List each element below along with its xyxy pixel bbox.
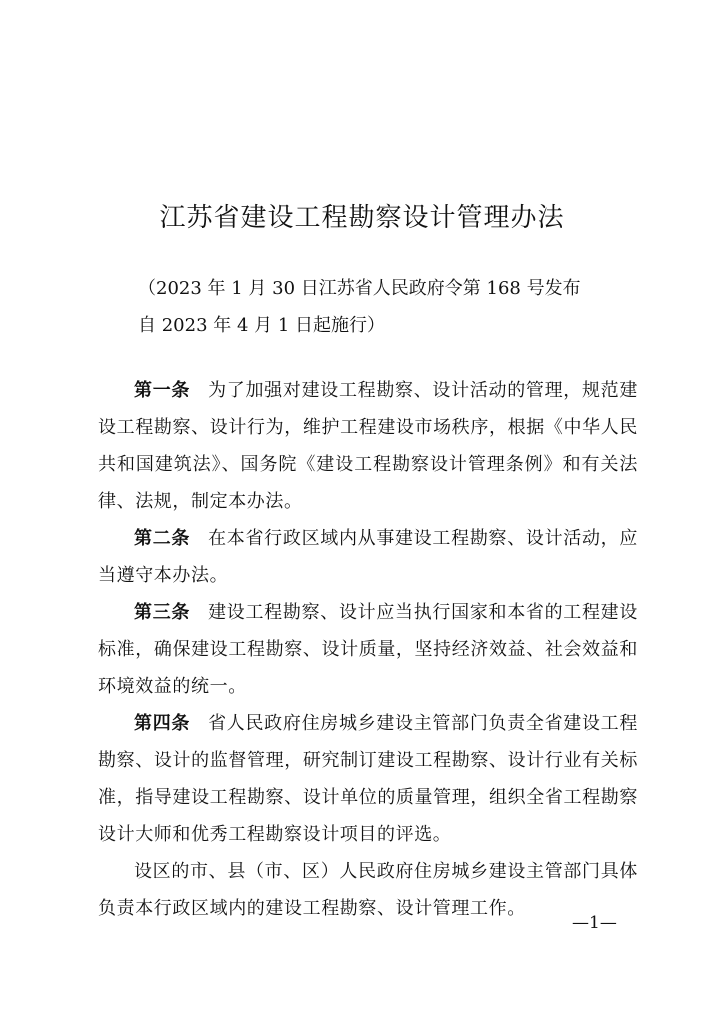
article-label: 第四条 [134,713,191,734]
document-title: 江苏省建设工程勘察设计管理办法 [159,203,565,233]
page-number: —1— [572,913,617,933]
article-3 [98,594,638,705]
article-text: 省人民政府住房城乡建设主管部门负责全省建设工程勘察、设计的监督管理，研究制订建设工程勘察、设计行业有关标准，指导建设工程勘察、设计单位的质量管理，组织全省工程勘察设计大师和优秀工程勘察设计项目的评选。 [98,713,638,845]
promulgation-note [138,270,618,344]
article-4 [98,705,638,853]
promulgation-line: 自 2023 年 4 月 1 日起施行） [138,315,386,336]
promulgation-line: （2023 年 1 月 30 日江苏省人民政府令第 168 号发布 [138,278,581,299]
article-2 [98,520,638,594]
article-label: 第一条 [134,380,191,401]
document-body [98,372,638,927]
article-text: 设区的市、县（市、区）人民政府住房城乡建设主管部门具体负责本行政区域内的建设工程勘察、设计管理工作。 [98,861,638,919]
article-4-paragraph-2 [98,853,638,927]
article-label: 第三条 [134,602,191,623]
article-text: 建设工程勘察、设计应当执行国家和本省的工程建设标准，确保建设工程勘察、设计质量，坚持经济效益、社会效益和环境效益的统一。 [98,602,638,697]
article-label: 第二条 [134,528,191,549]
article-text: 在本省行政区域内从事建设工程勘察、设计活动，应当遵守本办法。 [98,528,638,586]
article-1 [98,372,638,520]
article-text: 为了加强对建设工程勘察、设计活动的管理，规范建设工程勘察、设计行为，维护工程建设市场秩序，根据《中华人民共和国建筑法》、国务院《建设工程勘察设计管理条例》和有关法律、法规，制定本办法。 [98,380,638,512]
